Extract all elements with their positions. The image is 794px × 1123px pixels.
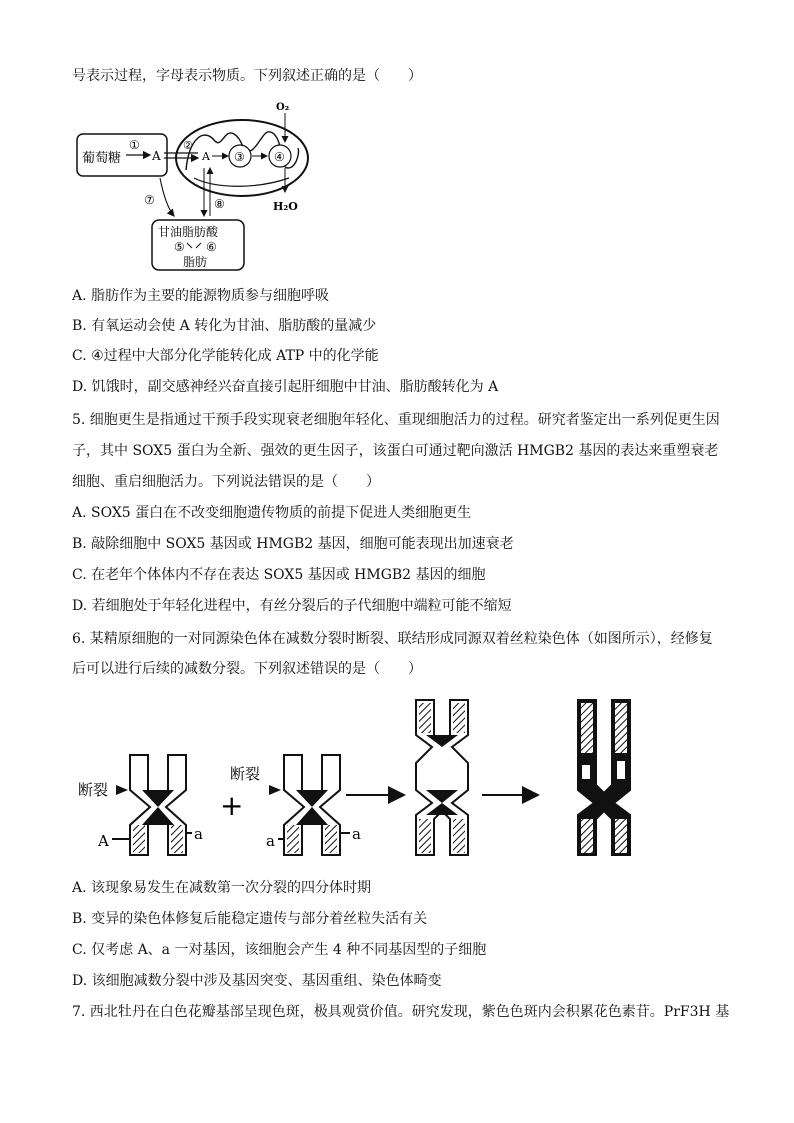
plus-sign: + bbox=[220, 789, 244, 822]
allele-a-2: a bbox=[266, 832, 275, 850]
chromosome-diagram bbox=[70, 695, 650, 865]
q5-option-c: C. 在老年个体体内不存在表达 SOX5 基因或 HMGB2 基因的细胞 bbox=[72, 567, 486, 583]
substance-A: A bbox=[152, 149, 161, 163]
dicentric-chromosome bbox=[416, 700, 468, 855]
allele-a-3: a bbox=[352, 825, 361, 843]
q5-stem-line: 子，其中 SOX5 蛋白为全新、强效的更生因子，该蛋白可通过靶向激活 HMGB2 基因的表达来重塑衰老 bbox=[72, 443, 719, 459]
step-1: ① bbox=[129, 138, 140, 152]
repaired-chromosome bbox=[578, 700, 630, 855]
allele-a-1: a bbox=[194, 825, 203, 843]
glucose-label: 葡萄糖 bbox=[82, 151, 122, 166]
step-8: ⑧ bbox=[214, 197, 225, 211]
q6-option-a: A. 该现象易发生在减数第一次分裂的四分体时期 bbox=[72, 880, 372, 896]
step-5: ⑤ bbox=[174, 240, 185, 254]
chromosome-2 bbox=[284, 755, 340, 855]
q4-option-a: A. 脂肪作为主要的能源物质参与细胞呼吸 bbox=[72, 288, 330, 304]
q5-option-d: D. 若细胞处于年轻化进程中，有丝分裂后的子代细胞中端粒可能不缩短 bbox=[72, 598, 512, 614]
q4-stem: 号表示过程，字母表示物质。下列叙述正确的是（ ） bbox=[72, 68, 422, 84]
q6-stem-line: 后可以进行后续的减数分裂。下列叙述错误的是（ ） bbox=[72, 661, 422, 677]
h2o-label: H₂O bbox=[273, 200, 298, 213]
step-4: ④ bbox=[274, 150, 285, 164]
glycerol-fatty-acid-label: 甘油脂肪酸 bbox=[158, 225, 219, 239]
q6-stem-line: 6. 某精原细胞的一对同源染色体在减数分裂时断裂、联结形成同源双着丝粒染色体（如图所示），经修复 bbox=[72, 631, 713, 647]
substance-A-inner: A bbox=[202, 150, 210, 163]
step-2: ② bbox=[183, 139, 193, 152]
q7-stem-line: 7. 西北牡丹在白色花瓣基部呈现色斑，极具观赏价值。研究发现，紫色色斑内会积累花色素苷。PrF3H 基 bbox=[72, 1004, 730, 1020]
metabolism-diagram bbox=[74, 98, 314, 273]
q4-option-d: D. 饥饿时，副交感神经兴奋直接引起肝细胞中甘油、脂肪酸转化为 A bbox=[72, 379, 499, 395]
step-6: ⑥ bbox=[206, 240, 217, 254]
chromosome-1 bbox=[130, 755, 186, 855]
step-7: ⑦ bbox=[144, 193, 155, 207]
q4-option-b: B. 有氧运动会使 A 转化为甘油、脂肪酸的量减少 bbox=[72, 318, 377, 334]
step-3: ③ bbox=[234, 150, 245, 164]
q5-option-b: B. 敲除细胞中 SOX5 基因或 HMGB2 基因，细胞可能表现出加速衰老 bbox=[72, 536, 514, 552]
break-label-2: 断裂 bbox=[230, 765, 261, 783]
q5-stem-line: 细胞、重启细胞活力。下列说法错误的是（ ） bbox=[72, 474, 380, 490]
q6-option-d: D. 该细胞减数分裂中涉及基因突变、基因重组、染色体畸变 bbox=[72, 973, 442, 989]
q6-option-b: B. 变异的染色体修复后能稳定遗传与部分着丝粒失活有关 bbox=[72, 911, 428, 927]
q5-stem-line: 5. 细胞更生是指通过干预手段实现衰老细胞年轻化、重现细胞活力的过程。研究者鉴定出一系列促更生因 bbox=[72, 412, 720, 428]
q6-option-c: C. 仅考虑 A、a 一对基因，该细胞会产生 4 种不同基因型的子细胞 bbox=[72, 942, 487, 958]
fat-label: 脂肪 bbox=[183, 255, 208, 269]
o2-label: O₂ bbox=[276, 102, 290, 113]
allele-A: A bbox=[98, 832, 109, 850]
q4-option-c: C. ④过程中大部分化学能转化成 ATP 中的化学能 bbox=[72, 348, 379, 364]
break-label-1: 断裂 bbox=[78, 781, 109, 799]
q5-option-a: A. SOX5 蛋白在不改变细胞遗传物质的前提下促进人类细胞更生 bbox=[72, 505, 472, 521]
